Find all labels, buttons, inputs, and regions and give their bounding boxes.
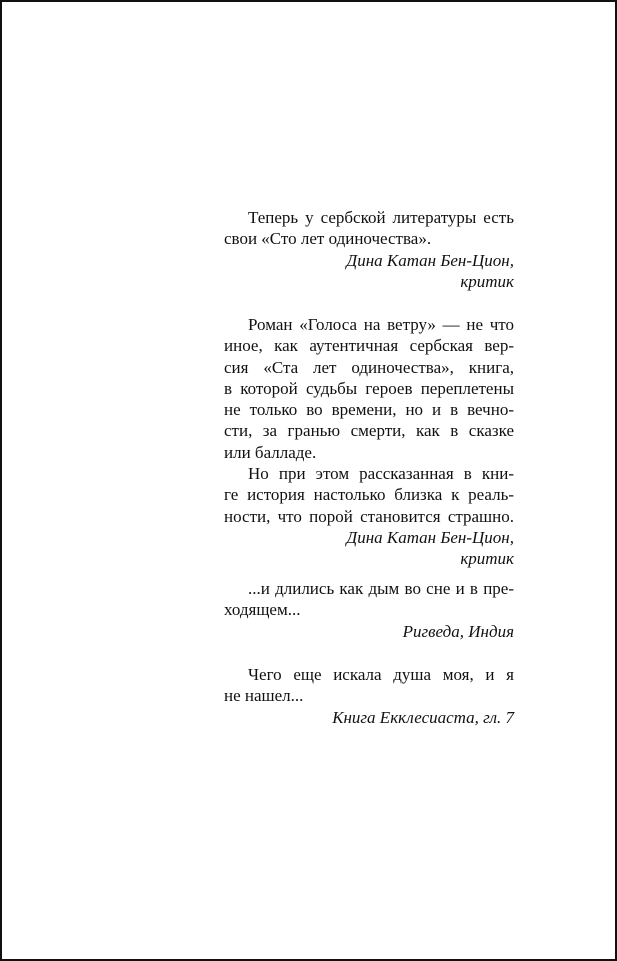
attribution-role: критик — [460, 271, 514, 291]
text-line: Роман «Голоса на ветру» — не что — [248, 315, 514, 334]
attribution-source: Ригведа, Индия — [402, 621, 514, 641]
attribution-role: критик — [460, 549, 514, 569]
epigraph-paragraph — [224, 314, 514, 463]
text-line: или балладе. — [224, 442, 317, 462]
text-line: Теперь у сербской литературы есть — [248, 208, 514, 227]
text-line: не только во времени, но и в вечно- — [224, 400, 514, 420]
epigraph-attribution — [224, 621, 514, 642]
attribution-source: Книга Екклесиаста, гл. 7 — [332, 707, 514, 727]
attribution-author: Дина Катан Бен-Цион, — [346, 527, 514, 547]
text-line: ...и длились как дым во сне и в пре- — [248, 579, 514, 598]
epigraph-attribution — [224, 707, 514, 728]
epigraph-paragraph — [224, 664, 514, 707]
text-line: ности, что порой становится страшно. — [224, 506, 514, 526]
epigraph-attribution — [224, 527, 514, 570]
text-line: иное, как аутентичная сербская вер- — [224, 336, 514, 356]
attribution-author: Дина Катан Бен-Цион, — [346, 250, 514, 270]
text-line: свои «Сто лет одиночества». — [224, 229, 432, 249]
epigraph-3 — [224, 578, 514, 642]
text-line: в которой судьбы героев переплетены — [224, 378, 514, 398]
epigraph-attribution — [224, 250, 514, 293]
epigraph-4 — [224, 664, 514, 728]
text-line: ходящем... — [224, 600, 301, 620]
epigraph-paragraph — [224, 207, 514, 250]
epigraph-paragraph — [224, 463, 514, 527]
text-line: Чего еще искала душа моя, и я — [248, 665, 514, 684]
epigraph-2 — [224, 314, 514, 570]
text-line: ге история настолько близка к реаль- — [224, 485, 514, 505]
text-line: не нашел... — [224, 686, 304, 706]
epigraph-paragraph — [224, 578, 514, 621]
epigraph-1 — [224, 207, 514, 292]
text-line: сти, за гранью смерти, как в сказке — [224, 421, 514, 441]
text-line: Но при этом рассказанная в кни- — [248, 464, 514, 484]
text-line: сия «Ста лет одиночества», книга, — [224, 357, 514, 377]
